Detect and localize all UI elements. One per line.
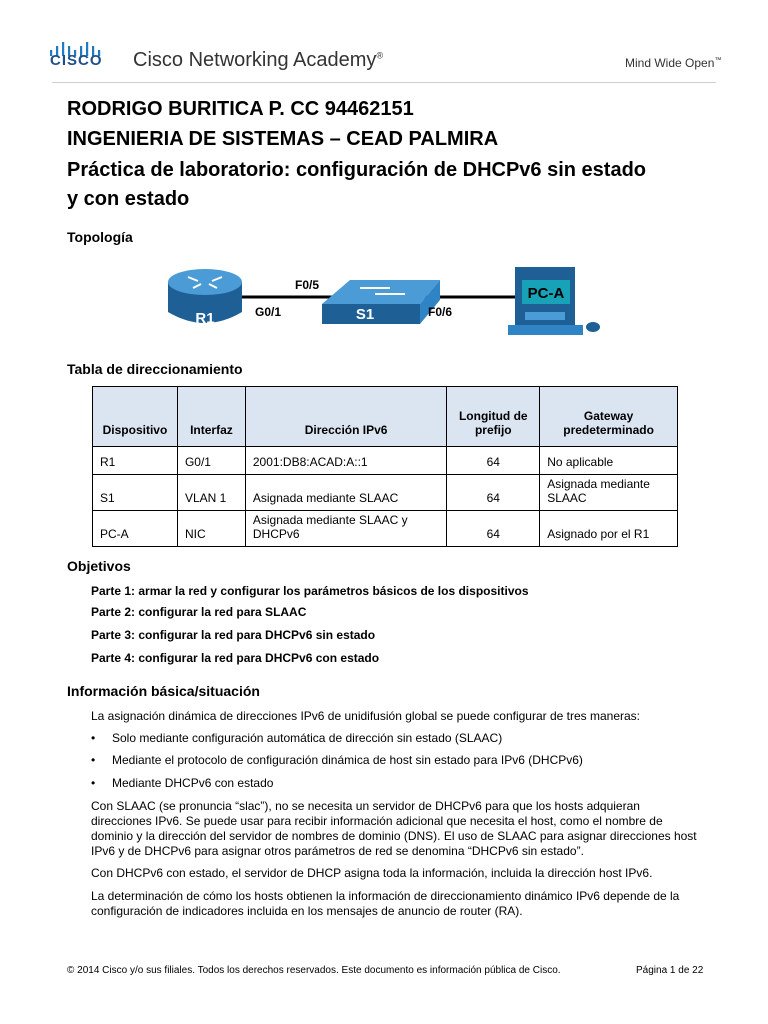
addressing-heading: Tabla de direccionamiento — [67, 361, 243, 377]
objective-item: Parte 4: configurar la red para DHCPv6 con estado — [91, 651, 380, 665]
table-cell: Asignado por el R1 — [540, 511, 678, 547]
table-row — [93, 447, 678, 475]
table-cell: Asignada mediante SLAAC — [245, 475, 447, 511]
table-row — [93, 511, 678, 547]
table-cell: G0/1 — [177, 447, 245, 475]
author-line: RODRIGO BURITICA P. CC 94462151 — [67, 98, 414, 120]
port-label-s1-up: F0/5 — [295, 278, 320, 292]
router-label: R1 — [195, 310, 215, 327]
table-cell: PC-A — [93, 511, 178, 547]
switch-icon — [322, 280, 440, 324]
objective-item: Parte 3: configurar la red para DHCPv6 sin estado — [91, 628, 376, 642]
table-cell: 64 — [447, 511, 540, 547]
col-header: Gateway predeterminado — [540, 387, 678, 447]
topology-heading: Topología — [67, 229, 133, 245]
paragraph-ra: La determinación de cómo los hosts obtienen la información de direccionamiento dinámico IPv6 depende de la configuración de indicadores incluida en los mensajes de anuncio de router (RA). — [91, 889, 680, 918]
footer-copyright: © 2014 Cisco y/o sus filiales. Todos los derechos reservados. Este documento es información pública de Cisco. — [67, 965, 561, 976]
table-cell: Asignada mediante SLAAC y DHCPv6 — [245, 511, 447, 547]
table-cell: 2001:DB8:ACAD:A::1 — [245, 447, 447, 475]
objective-item: Parte 1: armar la red y configurar los parámetros básicos de los dispositivos — [91, 584, 529, 598]
port-label-s1-down: F0/6 — [428, 305, 453, 319]
footer-page-number: Página 1 de 22 — [636, 965, 704, 976]
bullet-item: Solo mediante configuración automática de dirección sin estado (SLAAC) — [112, 731, 503, 745]
table-cell: NIC — [177, 511, 245, 547]
objective-item: Parte 2: configurar la red para SLAAC — [91, 605, 307, 619]
table-cell: 64 — [447, 475, 540, 511]
tagline: Mind Wide Open™ — [625, 56, 722, 70]
program-line: INGENIERIA DE SISTEMAS – CEAD PALMIRA — [67, 128, 499, 150]
paragraph-stateful: Con DHCPv6 con estado, el servidor de DHCP asigna toda la información, incluida la dirección host IPv6. — [91, 866, 653, 880]
col-header: Dirección IPv6 — [245, 387, 447, 447]
bullet-icon: • — [91, 753, 96, 767]
table-cell: VLAN 1 — [177, 475, 245, 511]
bullet-item: Mediante el protocolo de configuración dinámica de host sin estado para IPv6 (DHCPv6) — [112, 753, 583, 767]
col-header: Interfaz — [177, 387, 245, 447]
lab-title-cont: y con estado — [67, 188, 190, 210]
bullet-icon: • — [91, 776, 96, 790]
paragraph-slaac: Con SLAAC (se pronuncia “slac”), no se necesita un servidor de DHCPv6 para que los hosts adquieran direcciones IPv6. Se puede usar para recibir información adicional que necesita el host, como el nombre de dominio y la dirección del servidor de nombres de dominio (DNS). El uso de SLAAC para asignar direcciones host IPv6 y de DHCPv6 para asignar otros parámetros de red se denomina “DHCPv6 sin estado”. — [91, 799, 697, 858]
table-header-row — [93, 387, 678, 447]
header-divider — [52, 82, 716, 83]
bullet-item: Mediante DHCPv6 con estado — [112, 776, 274, 790]
table-cell: No aplicable — [540, 447, 678, 475]
addressing-table — [92, 386, 678, 547]
switch-label: S1 — [355, 306, 375, 323]
col-header: Dispositivo — [93, 387, 178, 447]
port-label-r1: G0/1 — [255, 305, 282, 319]
lab-title: Práctica de laboratorio: configuración de DHCPv6 sin estado — [67, 159, 647, 181]
table-row — [93, 475, 678, 511]
table-cell: 64 — [447, 447, 540, 475]
objectives-heading: Objetivos — [67, 558, 131, 574]
table-cell: R1 — [93, 447, 178, 475]
background-intro: La asignación dinámica de direcciones IPv6 de unidifusión global se puede configurar de tres maneras: — [91, 709, 641, 723]
table-cell: Asignada mediante SLAAC — [540, 475, 678, 511]
topology-diagram — [160, 262, 610, 342]
academy-name: Cisco Networking Academy® — [133, 49, 384, 71]
pc-label: PC-A — [527, 285, 565, 302]
cisco-wordmark: CISCO — [50, 52, 103, 69]
background-heading: Información básica/situación — [67, 683, 260, 699]
bullet-icon: • — [91, 731, 96, 745]
page-header — [0, 0, 768, 80]
table-cell: S1 — [93, 475, 178, 511]
col-header: Longitud de prefijo — [447, 387, 540, 447]
